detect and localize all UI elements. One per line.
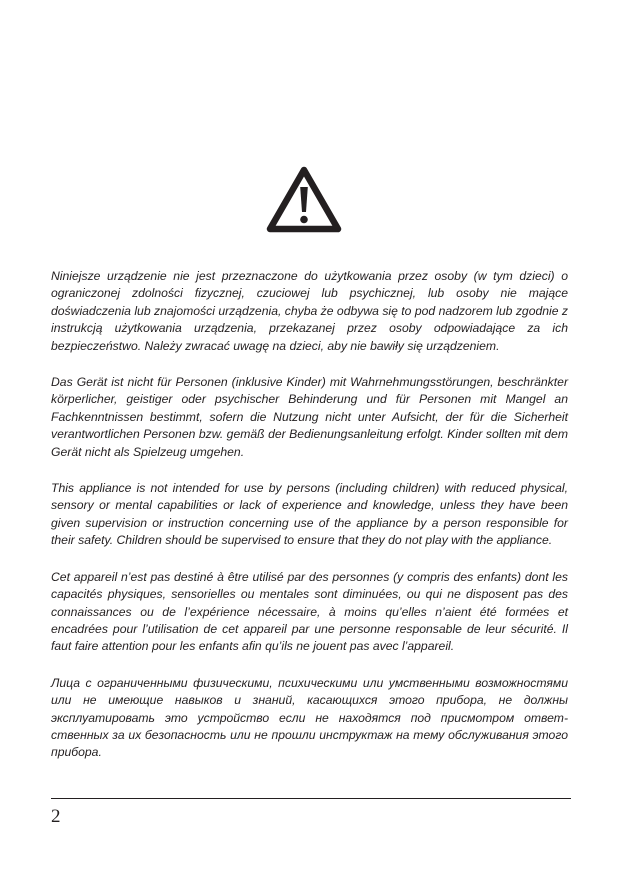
notice-french: Cet appareil n’est pas destiné à être utilisé par des personnes (y compris des enfants) dont les capacités physiques, sensorielles ou mentales sont diminuées, ou qui ne disposent pas des connaissances ou de l’expérience nécessaire, à moins qu’elles n’aient été formées et encadrées pour l’utilisation de cet appareil par une personne responsable de leur sécurité. Il faut faire attention pour les enfants afin qu’ils ne jouent pas avec l’appareil. — [51, 569, 568, 654]
notice-russian: Лица с ограниченными физическими, психическими или умственными возможностями или не имеющие навыков и знаний, касающихся этого прибора, не должны эксплуатировать это устройство если не находятся под присмотром ответственных за их безопасность или не прошли инструктаж на тему обслуживания этого прибора. — [51, 675, 568, 760]
warning-triangle-icon — [266, 166, 342, 234]
safety-notice — [51, 268, 568, 762]
notice-polish: Niniejsze urządzenie nie jest przeznaczone do użytkowania przez osoby (w tym dzieci) o ograniczonej zdolności fizycznej, czuciowej lub psychicznej, lub osoby nie mające doświadczenia lub znajomości urządzenia, chyba że odbywa się to pod nadzorem lub zgodnie z instrukcją użytkowania urządzenia, przekazanej przez osoby odpowiadające za ich bezpieczeństwo. Należy zwracać uwagę na dzieci, aby nie bawiły się urządzeniem. — [51, 269, 568, 353]
notice-english: This appliance is not intended for use by persons (including children) with reduced physical, sensory or mental capabilities or lack of experience and knowledge, unless they have been given supervision or instruction concerning use of the appliance by a person responsible for their safety. Children should be supervised to ensure that they do not play with the appliance. — [51, 481, 568, 548]
footer-divider — [51, 798, 571, 799]
page-number: 2 — [51, 806, 61, 827]
notice-german: Das Gerät ist nicht für Personen (inklusive Kinder) mit Wahrnehmungsstörungen, beschränkter körperlicher, geistiger oder psychischer Behinderung und für Personen mit Mangel an Fachkenntnissen bestimmt, sofern die Nutzung nicht unter Aufsicht, der für die Sicherheit verantwortlichen Personen bzw. gemäß der Bedienungsanleitung erfolgt. Kinder sollten mit dem Gerät nicht als Spielzeug umgehen. — [51, 375, 568, 459]
